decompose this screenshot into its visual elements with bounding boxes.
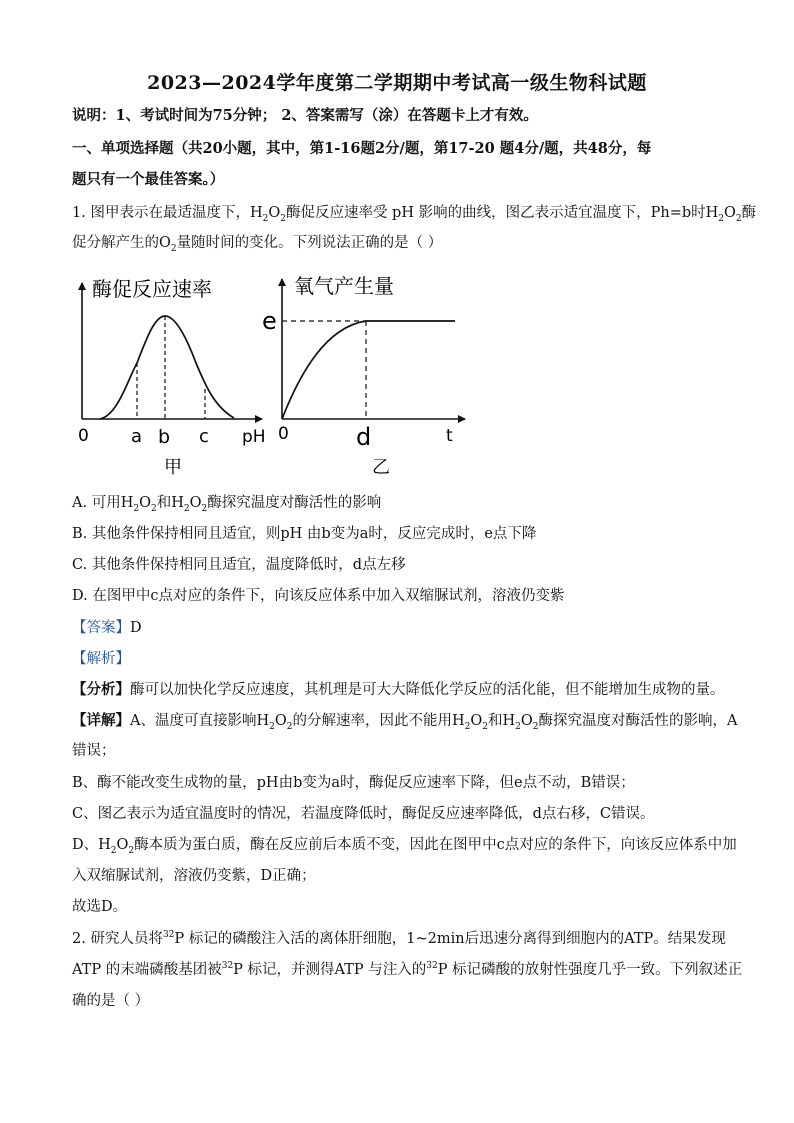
jia-origin: 0 [78,426,89,446]
yi-curve [282,321,455,419]
yi-xlabel: t [446,426,453,446]
jia-tick-b: b [158,426,171,448]
q1-option-a: A. 可用$H_2O_2$和$H_2O_2$酶探究温度对酶活性的影响 [72,495,382,514]
q1-option-d: D. 在图甲中c点对应的条件下，向该反应体系中加入双缩脲试剂，溶液仍变紫 [72,588,565,604]
q1-fenxi: 【分析】酶可以加快化学反应速度，其机理是可大大降低化学反应的活化能，但不能增加生成物的量。 [72,681,725,698]
yi-origin: 0 [278,424,289,444]
q1-conclusion: 故选D。 [72,899,128,915]
jia-ylabel: 酶促反应速率 [92,277,212,301]
jia-caption: 甲 [164,457,182,478]
q1-xiangjie-d: D、$H_2O_2$酶本质为蛋白质，酶在反应前后本质不变，因此在图甲中c点对应的条件下，向该反应体系中加 [72,837,737,856]
exam-title: 2023—2024学年度第二学期期中考试高一级生物科试题 [147,72,647,94]
yi-ytick-e: e [262,307,277,335]
q1-stem-line-2: 促分解产生的$O_2$量随时间的变化。下列说法正确的是（ ） [72,235,443,254]
answer-value: D [130,620,142,636]
q1-option-c: C. 其他条件保持相同且适宜，温度降低时，d点左移 [72,557,406,573]
chart-jia [78,277,266,478]
q2-line-1: 2. 研究人员将$^{32}$P 标记的磷酸注入活的离体肝细胞，1~2min后迅速分离得到细胞内的ATP。结果发现 [72,930,726,947]
q1-xiangjie-a: 【详解】A、温度可直接影响$H_2O_2$的分解速率，因此不能用$H_2O_2$和$H_2O_2$酶探究温度对酶活性的影响，A [72,712,738,732]
instructions: 说明：1、考试时间为75分钟； 2、答案需写（涂）在答题卡上才有效。 [72,107,538,124]
jia-curve [100,316,234,419]
q1-answer [72,618,732,638]
q1-xiangjie-d-cont: 入双缩脲试剂，溶液仍变紫，D正确； [72,868,316,884]
q1-xiangjie-b: B、酶不能改变生成物的量，pH由b变为a时，酶促反应速率下降，但e点不动，B错误； [72,775,635,791]
section-heading-line-2: 题只有一个最佳答案。） [72,171,225,188]
jia-xlabel: pH [242,427,266,447]
yi-ylabel: 氧气产生量 [294,274,394,298]
jia-tick-a: a [131,426,143,447]
q1-stem-line-1: 1. 图甲表示在最适温度下，$H_2O_2$酶促反应速率受 pH 影响的曲线，图乙表示适宜温度下，Ph=b时$H_2O_2$酶 [72,205,757,224]
q2-line-2: ATP 的末端磷酸基团被$^{32}$P 标记，并测得ATP 与注入的$^{32}$P 标记磷酸的放射性强度几乎一致。下列叙述正 [72,961,743,978]
yi-xtick-d: d [356,423,372,451]
jia-tick-c: c [199,426,209,447]
yi-caption: 乙 [372,457,390,478]
q1-figures [0,265,794,495]
q1-option-b: B. 其他条件保持相同且适宜，则pH 由b变为a时，反应完成时，e点下降 [72,526,537,542]
q1-xiangjie-a-cont: 错误； [72,743,116,759]
analysis-tag: 【解析】 [72,651,130,667]
section-heading-line-1: 一、单项选择题（共20小题，其中，第1-16题2分/题，第17-20 题4分/题，共48分，每 [72,140,652,157]
q2-line-3: 确的是（ ） [72,993,150,1009]
q1-xiangjie-c: C、图乙表示为适宜温度时的情况，若温度降低时，酶促反应速率降低，d点右移，C错误。 [72,806,655,822]
chart-yi [262,274,465,478]
answer-tag: 【答案】 [72,620,130,636]
